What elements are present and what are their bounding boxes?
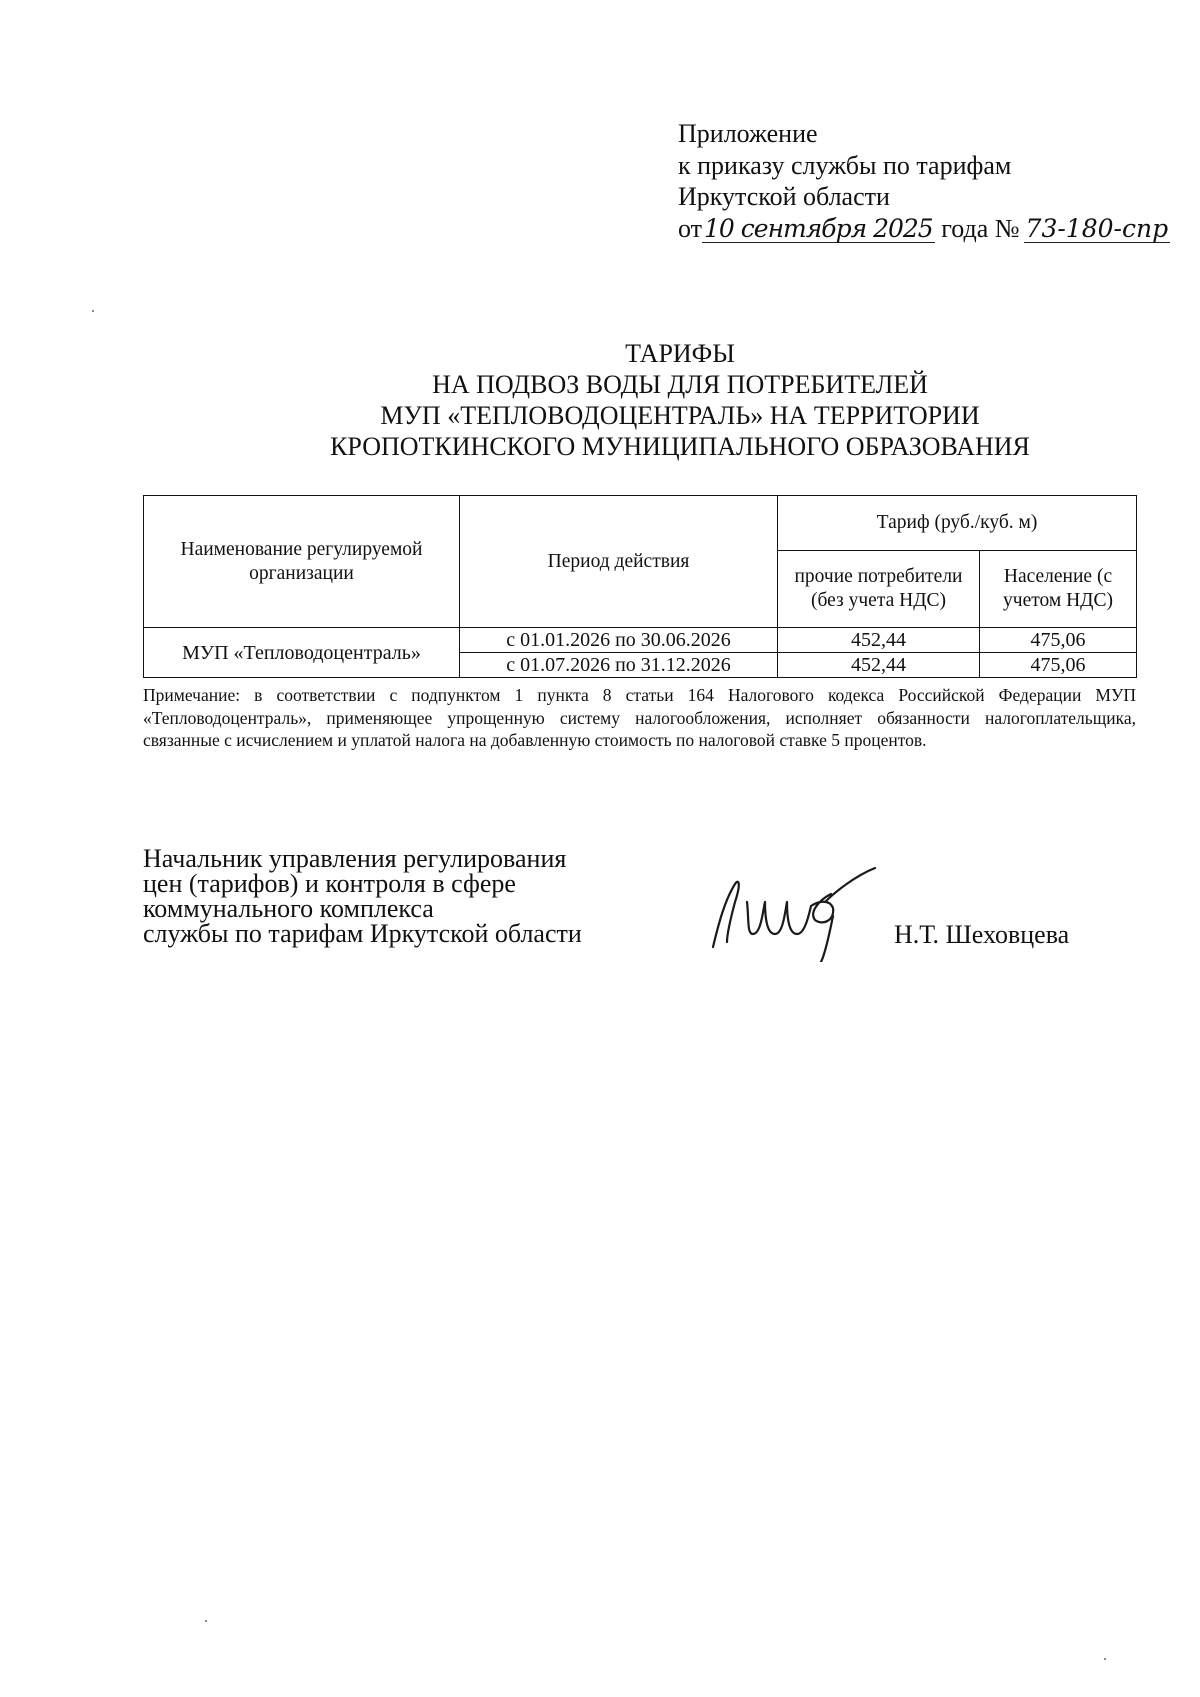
position-line-2: цен (тарифов) и контроля в сфере [143,869,516,898]
header-population: Население (с учетом НДС) [980,551,1137,628]
position-line-1: Начальник управления регулирования [143,844,567,873]
header-other-consumers: прочие потребители (без учета НДС) [778,551,980,628]
order-reference [678,213,1170,245]
appendix-line-3: Иркутской области [678,182,890,211]
period-cell: с 01.01.2026 по 30.06.2026 [460,628,778,653]
population-tariff-cell: 475,06 [980,653,1137,678]
order-date-handwritten: 10 сентября 2025 [704,213,933,243]
position-line-4: службы по тарифам Иркутской области [143,919,582,948]
signatory-position [143,846,582,946]
appendix-header [678,118,1170,244]
signer-name: Н.Т. Шеховцева [894,920,1070,949]
title-line-1: ТАРИФЫ [625,339,735,368]
title-line-3: МУП «ТЕПЛОВОДОЦЕНТРАЛЬ» НА ТЕРРИТОРИИ [380,401,980,430]
title-line-4: КРОПОТКИНСКОГО МУНИЦИПАЛЬНОГО ОБРАЗОВАНИЯ [330,432,1030,461]
title-line-2: НА ПОДВОЗ ВОДЫ ДЛЯ ПОТРЕБИТЕЛЕЙ [432,370,928,399]
header-period: Период действия [460,496,778,628]
period-cell: с 01.07.2026 по 31.12.2026 [460,653,778,678]
header-organization: Наименование регулируемой организации [144,496,460,628]
document-title [130,338,1200,462]
other-tariff-cell: 452,44 [778,653,980,678]
appendix-line-1: Приложение [678,119,818,148]
table-note: Примечание: в соответствии с подпунктом 1 пункта 8 статьи 164 Налогового кодекса Российской Федерации МУП «Тепловодоцентраль», применяющее упрощенную систему налогообложения, исполняет обязанности налогоплательщика, связанные с исчислением и уплатой налога на добавленную стоимость по налоговой ставке 5 процентов. [143,685,1136,750]
order-year-word: года № [941,213,1020,243]
scan-speck [1104,1658,1106,1660]
handwritten-signature [705,862,905,962]
appendix-line-2: к приказу службы по тарифам [678,150,1012,180]
order-number-handwritten: 73-180-спр [1025,213,1169,243]
order-prefix: от [678,213,703,243]
population-tariff-cell: 475,06 [980,628,1137,653]
tariff-table [143,495,1137,678]
header-tariff: Тариф (руб./куб. м) [778,496,1137,551]
position-line-3: коммунального комплекса [143,894,434,923]
other-tariff-cell: 452,44 [778,628,980,653]
organization-cell: МУП «Тепловодоцентраль» [144,628,460,678]
table-row [144,628,1137,653]
scan-speck [205,1620,207,1622]
scan-speck [92,310,94,312]
